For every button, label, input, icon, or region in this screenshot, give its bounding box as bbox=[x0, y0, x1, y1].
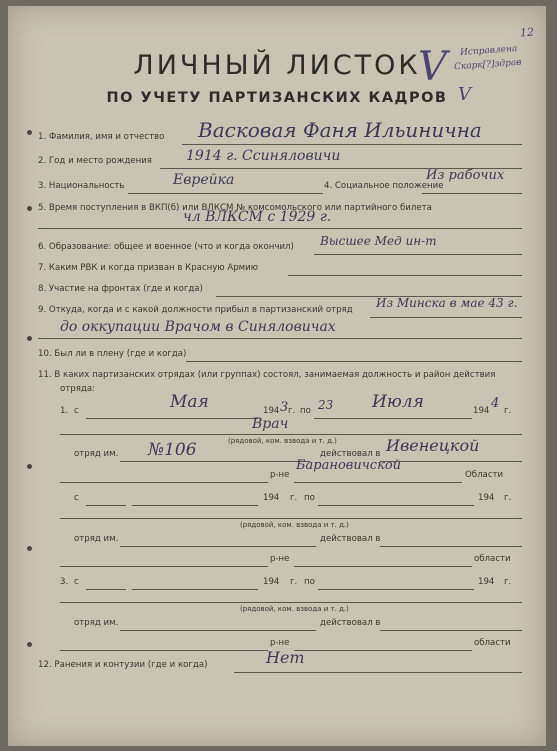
period-template-from: с bbox=[74, 406, 79, 416]
period-template-detachment: отряд им. bbox=[74, 449, 119, 459]
period-template-district: р-не bbox=[270, 554, 290, 564]
period-template-g: г. bbox=[290, 493, 298, 503]
period-template-g-end: г. bbox=[504, 493, 512, 503]
field-1-value: Васковая Фаня Ильинична bbox=[198, 118, 482, 142]
field-5-label: 5. Время поступления в ВКП(б) или ВЛКСМ № комсомольского или партийного билета bbox=[38, 203, 432, 213]
period-template-from: с bbox=[74, 577, 79, 587]
form-underline bbox=[60, 602, 522, 603]
period-1-region: Барановичской bbox=[296, 458, 402, 473]
period-template-po: по bbox=[300, 406, 311, 416]
form-underline bbox=[294, 482, 462, 483]
form-underline bbox=[120, 630, 316, 631]
field-11-label-cont: отряда: bbox=[60, 384, 95, 394]
periods-0-num: 1. bbox=[60, 406, 69, 416]
period-template-year-mid: 194 bbox=[263, 493, 280, 503]
form-underline bbox=[38, 228, 522, 229]
form-underline bbox=[380, 461, 522, 462]
form-underline bbox=[60, 650, 268, 651]
field-11-label: 11. В каких партизанских отрядах (или группах) состоял, занимаемая должность и район действия bbox=[38, 370, 496, 380]
field-3-value: Еврейка bbox=[173, 172, 235, 188]
form-underline bbox=[182, 144, 522, 145]
period-template-g-end: г. bbox=[504, 577, 512, 587]
field-7-label: 7. Каким РВК и когда призван в Красную Армию bbox=[38, 263, 258, 273]
period-template-acted: действовал в bbox=[320, 618, 381, 628]
form-underline bbox=[86, 589, 126, 590]
field-8-label: 8. Участие на фронтах (где и когда) bbox=[38, 284, 203, 294]
period-1-to-month: Июля bbox=[372, 392, 424, 412]
punch-hole bbox=[27, 336, 32, 341]
form-underline bbox=[234, 672, 522, 673]
field-9-value-2: до оккупации Врачом в Синяловичах bbox=[60, 319, 336, 335]
form-underline bbox=[380, 546, 522, 547]
form-underline bbox=[314, 254, 522, 255]
corner-note-line1: Исправлена bbox=[459, 44, 518, 58]
document-sheet bbox=[8, 6, 546, 746]
form-underline bbox=[294, 566, 472, 567]
form-underline bbox=[380, 630, 522, 631]
form-underline bbox=[86, 418, 258, 419]
period-1-detachment: №106 bbox=[148, 440, 197, 460]
field-9-label: 9. Откуда, когда и с какой должности прибыл в партизанский отряд bbox=[38, 305, 353, 315]
period-template-detachment: отряд им. bbox=[74, 618, 119, 628]
periods-0-to-day: 23 bbox=[318, 398, 334, 412]
period-template-position-hint: (рядовой, ком. взвода и т. д.) bbox=[240, 605, 349, 613]
form-underline bbox=[60, 518, 522, 519]
form-underline bbox=[422, 193, 522, 194]
form-underline bbox=[370, 317, 522, 318]
period-template-year-mid: 194 bbox=[263, 577, 280, 587]
field-4-label: 4. Социальное положение bbox=[324, 181, 444, 191]
period-template-g-end: г. bbox=[504, 406, 512, 416]
form-underline bbox=[186, 361, 522, 362]
page-number: 12 bbox=[519, 25, 535, 40]
check-mark: V bbox=[418, 44, 447, 90]
period-template-district: р-не bbox=[270, 470, 290, 480]
field-2-label: 2. Год и место рождения bbox=[38, 156, 152, 166]
form-underline bbox=[38, 338, 522, 339]
form-underline bbox=[60, 482, 268, 483]
period-template-district: р-не bbox=[270, 638, 290, 648]
punch-hole bbox=[27, 642, 32, 647]
form-underline bbox=[128, 193, 323, 194]
periods-0-region-word: Области bbox=[465, 470, 504, 480]
period-template-g: г. bbox=[288, 406, 296, 416]
period-template-detachment: отряд им. bbox=[74, 534, 119, 544]
period-template-po: по bbox=[304, 493, 315, 503]
field-10-label: 10. Был ли в плену (где и когда) bbox=[38, 349, 187, 359]
period-template-position-hint: (рядовой, ком. взвода и т. д.) bbox=[228, 437, 337, 445]
field-4-value: Из рабочих bbox=[426, 168, 505, 183]
field-5-value: чл ВЛКСМ с 1929 г. bbox=[183, 209, 332, 225]
form-underline bbox=[288, 275, 522, 276]
periods-0-from-year: 194 bbox=[263, 406, 280, 416]
form-underline bbox=[60, 434, 522, 435]
field-6-value: Высшее Мед ин-т bbox=[320, 234, 437, 248]
period-template-position-hint: (рядовой, ком. взвода и т. д.) bbox=[240, 521, 349, 529]
document-title: ЛИЧНЫЙ ЛИСТОК bbox=[133, 50, 421, 81]
field-9-value-1: Из Минска в мае 43 г. bbox=[376, 296, 518, 310]
punch-hole bbox=[27, 206, 32, 211]
punch-hole bbox=[27, 130, 32, 135]
period-template-g: г. bbox=[290, 577, 298, 587]
form-underline bbox=[132, 589, 258, 590]
form-underline bbox=[314, 418, 472, 419]
period-template-region: области bbox=[474, 554, 511, 564]
field-2-value: 1914 г. Ссиняловичи bbox=[186, 148, 341, 164]
periods-0-from-year-hw: 3 bbox=[280, 400, 289, 415]
form-underline bbox=[318, 505, 474, 506]
periods-0-to-year: 194 bbox=[473, 406, 490, 416]
form-underline bbox=[294, 650, 472, 651]
period-template-region: области bbox=[474, 638, 511, 648]
form-underline bbox=[318, 589, 474, 590]
period-1-position: Врач bbox=[252, 416, 289, 432]
period-template-from: с bbox=[74, 493, 79, 503]
form-underline bbox=[120, 461, 310, 462]
punch-hole bbox=[27, 546, 32, 551]
periods-0-to-year-hw: 4 bbox=[491, 396, 500, 411]
period-template-acted: действовал в bbox=[320, 534, 381, 544]
field-1-label: 1. Фамилия, имя и отчество bbox=[38, 132, 165, 142]
field-3-label: 3. Национальность bbox=[38, 181, 125, 191]
form-underline bbox=[132, 505, 258, 506]
form-underline bbox=[120, 546, 316, 547]
period-1-acted-in: Ивенецкой bbox=[386, 436, 480, 455]
period-template-year-end: 194 bbox=[478, 577, 495, 587]
period-template-acted: действовал в bbox=[320, 449, 381, 459]
field-12-value: Нет bbox=[266, 648, 305, 667]
field-12-label: 12. Ранения и контузии (где и когда) bbox=[38, 660, 208, 670]
period-template-year-end: 194 bbox=[478, 493, 495, 503]
check-mark-small: V bbox=[458, 84, 471, 105]
periods-2-num: 3. bbox=[60, 577, 69, 587]
corner-note-line2: Скарк[?]здрав bbox=[453, 57, 522, 73]
form-underline bbox=[86, 505, 126, 506]
field-6-label: 6. Образование: общее и военное (что и когда окончил) bbox=[38, 242, 294, 252]
period-1-from-month: Мая bbox=[170, 392, 209, 412]
document-subtitle: ПО УЧЕТУ ПАРТИЗАНСКИХ КАДРОВ bbox=[106, 90, 448, 106]
period-template-po: по bbox=[304, 577, 315, 587]
punch-hole bbox=[27, 464, 32, 469]
form-underline bbox=[60, 566, 268, 567]
